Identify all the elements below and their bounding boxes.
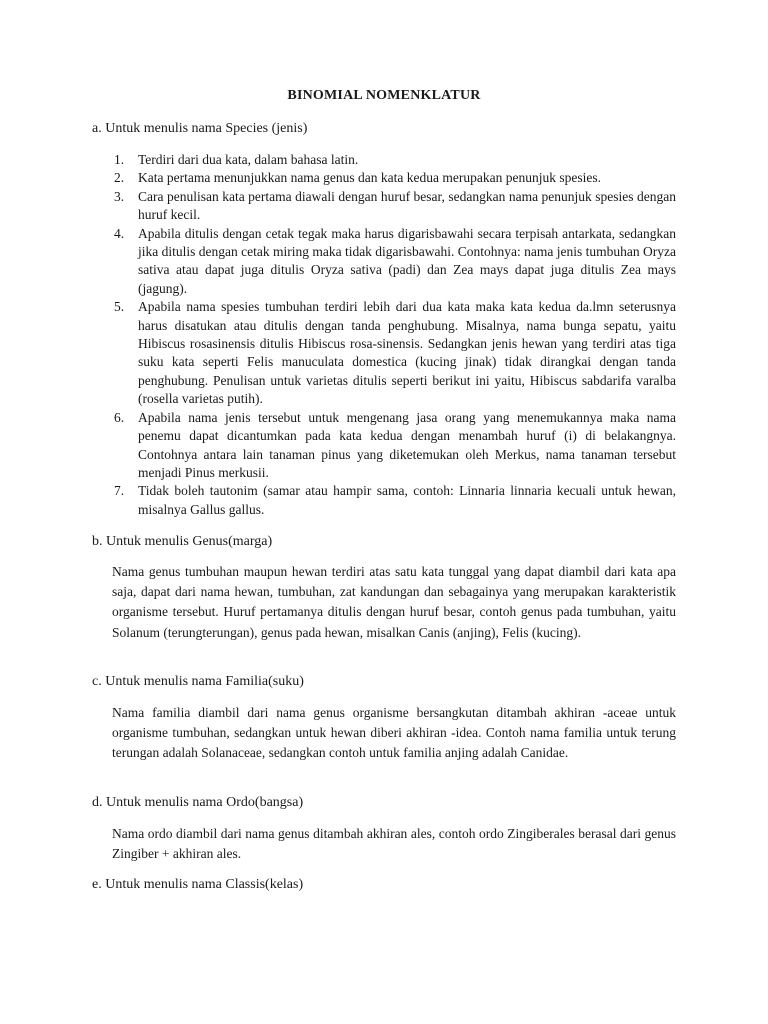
section-b-heading: b. Untuk menulis Genus(marga) — [92, 534, 273, 549]
list-item-number: 5. — [114, 299, 125, 315]
list-item — [92, 409, 676, 483]
list-item-number: 4. — [114, 225, 125, 241]
list-item-text: Terdiri dari dua kata, dalam bahasa latin. — [138, 152, 359, 167]
list-item — [92, 188, 676, 225]
species-rules-list — [92, 151, 676, 519]
list-item-number: 2. — [114, 170, 125, 186]
list-item-text: Cara penulisan kata pertama diawali dengan huruf besar, sedangkan nama penunjuk spesies dengan huruf kecil. — [138, 188, 676, 223]
list-item-text: Apabila nama jenis tersebut untuk mengenang jasa orang yang menemukannya maka nama penemu dapat dicantumkan pada kata kedua dengan menambah huruf (i) di belakangnya. Contohnya antara lain tanaman pinus yang diketemukan oleh Merkus, nama tanaman tersebut menjadi Pinus merkusii. — [138, 409, 676, 480]
section-e-heading: e. Untuk menulis nama Classis(kelas) — [92, 877, 304, 892]
list-item-text: Tidak boleh tautonim (samar atau hampir sama, contoh: Linnaria linnaria kecuali untuk hewan, misalnya Gallus gallus. — [138, 483, 676, 517]
section-b-paragraph: Nama genus tumbuhan maupun hewan terdiri atas satu kata tunggal yang dapat diambil dari kata apa saja, dapat dari nama hewan, tumbuhan, zat kandungan dan sebagainya yang merupakan karakteristik organisme tersebut. Huruf pertamanya ditulis dengan huruf besar, contoh genus pada tumbuhan, yaitu Solanum (terungterungan), genus pada hewan, misalkan Canis (anjing), Felis (kucing). — [112, 564, 676, 640]
list-item — [92, 151, 676, 169]
list-item-number: 1. — [114, 152, 125, 167]
section-c-heading: c. Untuk menulis nama Familia(suku) — [92, 674, 304, 689]
list-item-number: 3. — [114, 188, 125, 204]
list-item-number: 7. — [114, 483, 125, 499]
list-item — [92, 482, 676, 519]
list-item — [92, 225, 676, 299]
list-item-text: Apabila ditulis dengan cetak tegak maka harus digarisbawahi secara terpisah antarkata, sedangkan jika ditulis dengan cetak miring maka tidak digarisbawahi. Contohnya: nama jenis tumbuhan Oryza sativa atau dapat juga ditulis Oryza sativa (padi) dan Zea mays dapat juga ditulis Zea mays (jagung). — [138, 225, 676, 296]
list-item — [92, 298, 676, 408]
section-d-heading: d. Untuk menulis nama Ordo(bangsa) — [92, 795, 304, 810]
list-item-number: 6. — [114, 409, 125, 425]
document-title: BINOMIAL NOMENKLATUR — [287, 88, 481, 103]
section-c-paragraph: Nama familia diambil dari nama genus organisme bersangkutan ditambah akhiran -aceae untuk organisme tumbuhan, sedangkan untuk hewan diberi akhiran -idea. Contoh nama familia untuk terung terungan adalah Solanaceae, sedangkan contoh untuk familia anjing adalah Canidae. — [112, 705, 676, 761]
section-d-paragraph: Nama ordo diambil dari nama genus ditambah akhiran ales, contoh ordo Zingiberales berasal dari genus Zingiber + akhiran ales. — [112, 826, 676, 862]
list-item-text: Apabila nama spesies tumbuhan terdiri lebih dari dua kata maka kata kedua da.lmn seterusnya harus disatukan atau ditulis dengan tanda penghubung. Misalnya, nama bunga sepatu, yaitu Hibiscus rosasinensis ditulis Hibiscus rosa-sinensis. Sedangkan jenis hewan yang terdiri atas tiga suku kata seperti Felis manuculata domestica (kucing jinak) tidak dirangkai dengan tanda penghubung. Penulisan untuk varietas ditulis seperti berikut ini yaitu, Hibiscus sabdarifa varalba (rosella varietas putih). — [138, 299, 676, 407]
list-item-text: Kata pertama menunjukkan nama genus dan kata kedua merupakan penunjuk spesies. — [138, 170, 601, 186]
section-a-heading: a. Untuk menulis nama Species (jenis) — [92, 121, 308, 136]
list-item — [92, 169, 676, 187]
